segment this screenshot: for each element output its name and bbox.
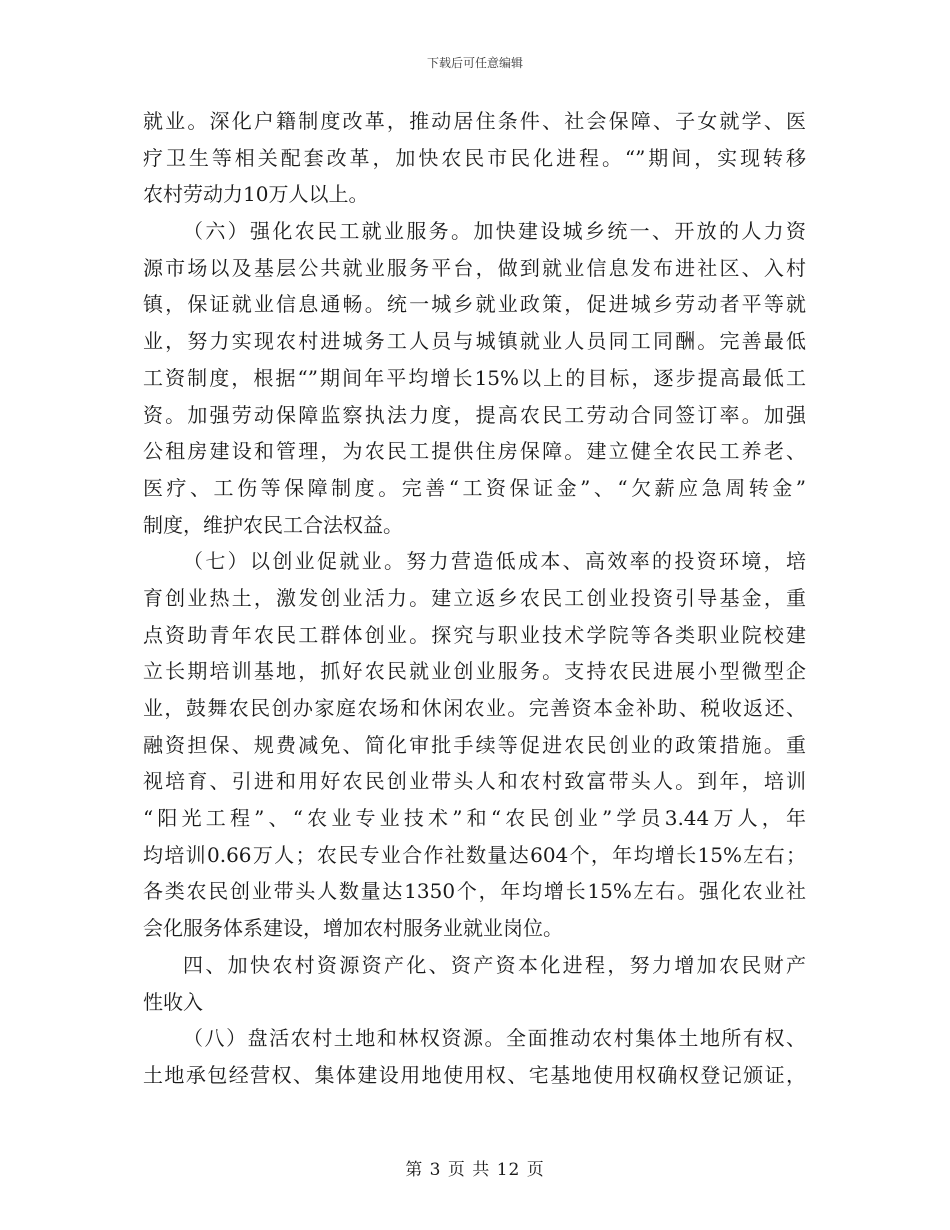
- text-line: （七）以创业促就业。努力营造低成本、高效率的投资环境，培: [183, 549, 806, 574]
- text-line: 均培训0.66万人；农民专业合作社数量达604个，年均增长15%左右；: [143, 842, 806, 867]
- text-line: 立长期培训基地，抓好农民就业创业服务。支持农民进展小型微型企: [143, 659, 806, 684]
- text-line: 会化服务体系建设，增加农村服务业就业岗位。: [143, 916, 563, 941]
- text-line: 医疗、工伤等保障制度。完善“工资保证金”、“欠薪应急周转金”: [143, 475, 806, 500]
- text-line: 融资担保、规费减免、简化审批手续等促进农民创业的政策措施。重: [143, 732, 806, 757]
- text-line: 制度，维护农民工合法权益。: [143, 512, 403, 537]
- text-line: 资。加强劳动保障监察执法力度，提高农民工劳动合同签订率。加强: [143, 402, 806, 427]
- text-line: 土地承包经营权、集体建设用地使用权、宅基地使用权确权登记颁证，: [143, 1062, 806, 1087]
- text-line: 公租房建设和管理，为农民工提供住房保障。建立健全农民工养老、: [143, 439, 806, 464]
- text-line: 源市场以及基层公共就业服务平台，做到就业信息发布进社区、入村: [143, 255, 806, 280]
- document-body: [143, 103, 806, 1094]
- text-line: 视培育、引进和用好农民创业带头人和农村致富带头人。到年，培训: [143, 769, 806, 794]
- text-line: 业，努力实现农村进城务工人员与城镇就业人员同工同酬。完善最低: [143, 329, 806, 354]
- text-line: （六）强化农民工就业服务。加快建设城乡统一、开放的人力资: [183, 219, 806, 244]
- text-line: 疗卫生等相关配套改革，加快农民市民化进程。“”期间，实现转移: [143, 145, 806, 170]
- text-line: 镇，保证就业信息通畅。统一城乡就业政策，促进城乡劳动者平等就: [143, 292, 806, 317]
- text-line: 育创业热土，激发创业活力。建立返乡农民工创业投资引导基金，重: [143, 585, 806, 610]
- text-line: 四、加快农村资源资产化、资产资本化进程，努力增加农民财产: [183, 952, 806, 977]
- text-line: 业，鼓舞农民创办家庭农场和休闲农业。完善资本金补助、税收返还、: [143, 696, 806, 720]
- page-header: 下载后可任意编辑: [426, 56, 523, 70]
- page-footer: 第 3 页 共 12 页: [405, 1160, 545, 1180]
- text-line: 就业。深化户籍制度改革，推动居住条件、社会保障、子女就学、医: [143, 109, 806, 133]
- text-line: 各类农民创业带头人数量达1350个，年均增长15%左右。强化农业社: [143, 879, 806, 904]
- text-line: 农村劳动力10万人以上。: [143, 182, 369, 207]
- text-line: （八）盘活农村土地和林权资源。全面推动农村集体土地所有权、: [183, 1026, 806, 1051]
- text-line: “阳光工程”、“农业专业技术”和“农民创业”学员3.44万人，年: [143, 806, 806, 831]
- text-line: 性收入: [143, 989, 203, 1014]
- text-line: 工资制度，根据“”期间年平均增长15%以上的目标，逐步提高最低工: [143, 365, 806, 390]
- text-line: 点资助青年农民工群体创业。探究与职业技术学院等各类职业院校建: [143, 622, 806, 647]
